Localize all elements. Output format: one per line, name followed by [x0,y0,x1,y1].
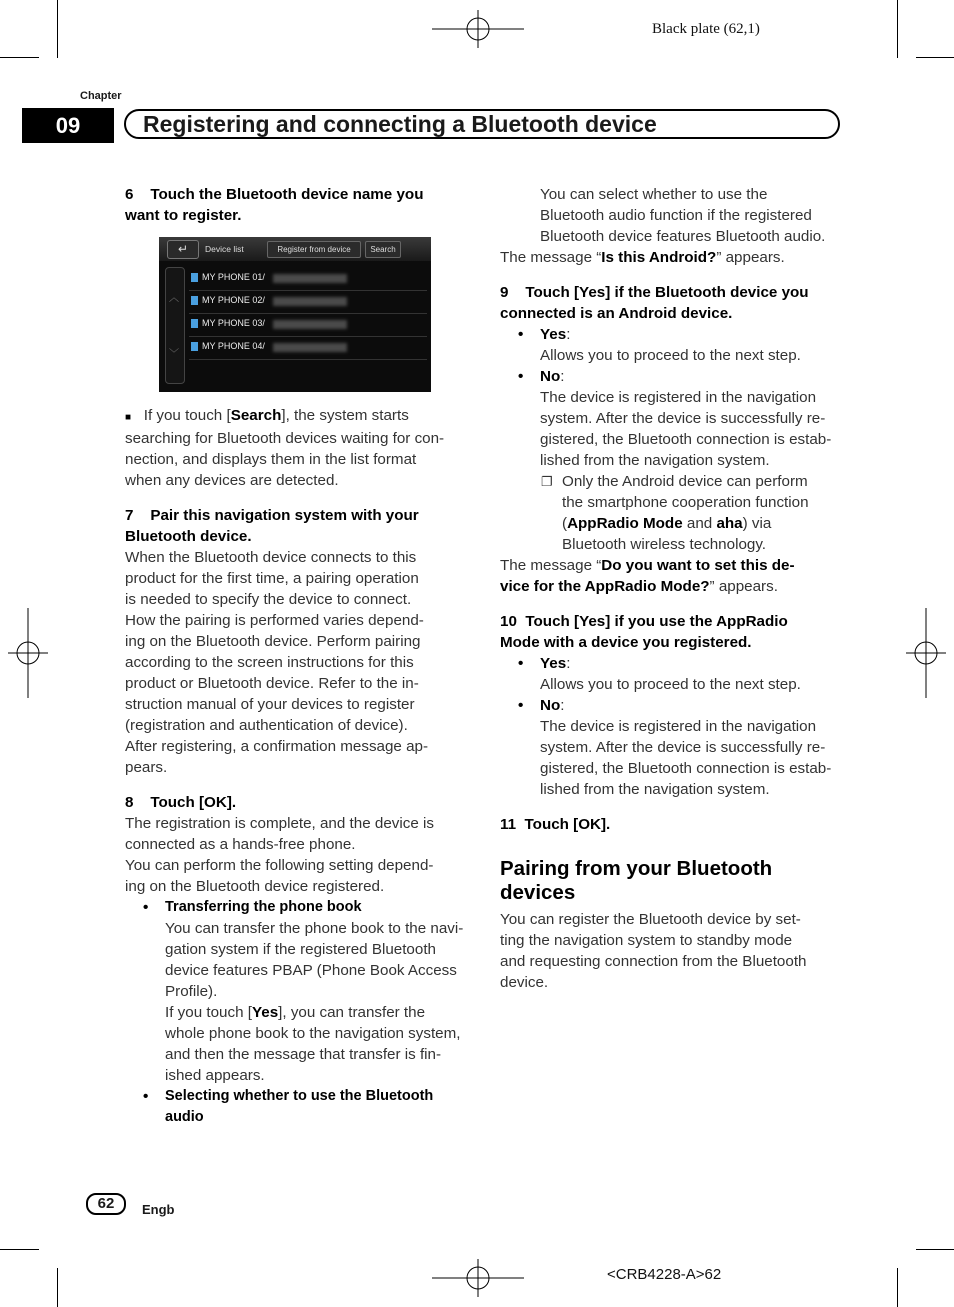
plate-label: Black plate (62,1) [652,21,760,37]
registration-mark-bottom [432,1259,524,1297]
note-marker: ■ [125,412,132,423]
device-address [273,320,347,329]
phone-icon [191,296,198,305]
crop-mark [0,1249,39,1250]
audio-body: You can select whether to use the Bluetooth audio function if the registered Bluetooth device features Bluetooth audio. [540,186,826,245]
step-6-title: 6 Touch the Bluetooth device name you want to register. [125,186,424,224]
device-row[interactable]: MY PHONE 02/ [189,291,427,314]
bullet-phone-book: • Transferring the phone book You can transfer the phone book to the navi- gation system if the registered Bluetooth device features PBAP (Phone Book Access Profile). If you touch [Yes], you can transfer the whole phone book to the navigation system, and then the message that transfer is fin- ished appears. [143,899,464,1084]
step-8-body: The registration is complete, and the device is connected as a hands-free phone. You can perform the following setting depend- ing on the Bluetooth device registered. [125,815,434,895]
step-9-no: • No: The device is registered in the navigation system. After the device is successfully re- gistered, the Bluetooth connection is estab- lished from the navigation system. [518,368,832,469]
device-row[interactable]: MY PHONE 01/ [189,268,427,291]
crop-mark [916,57,954,58]
crop-mark [897,1268,898,1307]
device-list-screen [159,237,431,392]
chapter-number: 09 [22,108,114,143]
left-column [125,184,465,226]
chapter-label: Chapter [80,90,122,102]
device-address [273,343,347,352]
back-icon: ↵ [177,242,189,256]
right-column [500,184,845,993]
step-10-no: • No: The device is registered in the navigation system. After the device is successfully re- gistered, the Bluetooth connection is estab- lished from the navigation system. [518,697,832,798]
crop-mark [57,0,58,58]
register-from-device-button[interactable]: Register from device [267,241,361,258]
crop-mark [0,57,39,58]
step-9-yes: • Yes: Allows you to proceed to the next step. [518,326,801,364]
message-android: The message “Is this Android?” appears. [500,249,785,266]
step-7-title: 7 Pair this navigation system with your Bluetooth device. [125,507,419,545]
step-11-title: 11 Touch [OK]. [500,816,611,833]
scroll-bar[interactable] [165,267,185,384]
note-box-icon: ❐ [541,474,553,489]
bullet-bluetooth-audio: • Selecting whether to use the Bluetooth audio [143,1088,434,1125]
document-code: <CRB4228-A>62 [607,1266,722,1283]
back-button[interactable] [167,240,199,259]
device-list-tab: Device list [205,244,244,254]
device-address [273,297,347,306]
device-row[interactable]: MY PHONE 04/ [189,337,427,360]
chevron-down-icon[interactable]: ﹀ [169,349,179,360]
device-row[interactable]: MY PHONE 03/ [189,314,427,337]
registration-mark-top [432,10,524,48]
phone-icon [191,273,198,282]
registration-mark-right [906,608,946,698]
step-9-title: 9 Touch [Yes] if the Bluetooth device you connected is an Android device. [500,284,809,322]
phone-icon [191,342,198,351]
crop-mark [916,1249,954,1250]
chapter-title: Registering and connecting a Bluetooth device [124,109,840,139]
step-10-yes: • Yes: Allows you to proceed to the next step. [518,655,801,693]
section-body: You can register the Bluetooth device by set- ting the navigation system to standby mode and requesting connection from the Bluetooth device. [500,911,807,991]
registration-mark-left [8,608,48,698]
search-button[interactable]: Search [365,241,401,258]
step-7-body: When the Bluetooth device connects to this product for the first time, a pairing operation is needed to specify the device to connect. How the pairing is performed varies depend- ing on the Bluetooth device. Perform pairing according to the screen instructions for this product or Bluetooth device. Refer to the in- struction manual of your devices to register (registration and authentication of device). After registering, a confirmation message ap- pears. [125,549,429,776]
android-note: ❐ Only the Android device can perform the smartphone cooperation function (AppRadio Mode and aha) via Bluetooth wireless technology. [541,473,809,553]
page-number: 62 [86,1193,126,1215]
section-title: Pairing from your Bluetooth devices [500,857,773,904]
step-10-title: 10 Touch [Yes] if you use the AppRadio Mode with a device you registered. [500,613,788,651]
crop-mark [897,0,898,58]
search-note: ■ If you touch [Search], the system starts searching for Bluetooth devices waiting for con- nection, and displays them in the list format when any devices are detected. [125,407,445,489]
device-address [273,274,347,283]
message-appradio: The message “Do you want to set this de- vice for the AppRadio Mode?” appears. [500,557,795,595]
step-8-title: 8 Touch [OK]. [125,794,237,811]
phone-icon [191,319,198,328]
language-code: Engb [142,1202,175,1217]
left-column-body [125,405,465,1128]
chevron-up-icon[interactable]: ︿ [169,293,179,304]
crop-mark [57,1268,58,1307]
